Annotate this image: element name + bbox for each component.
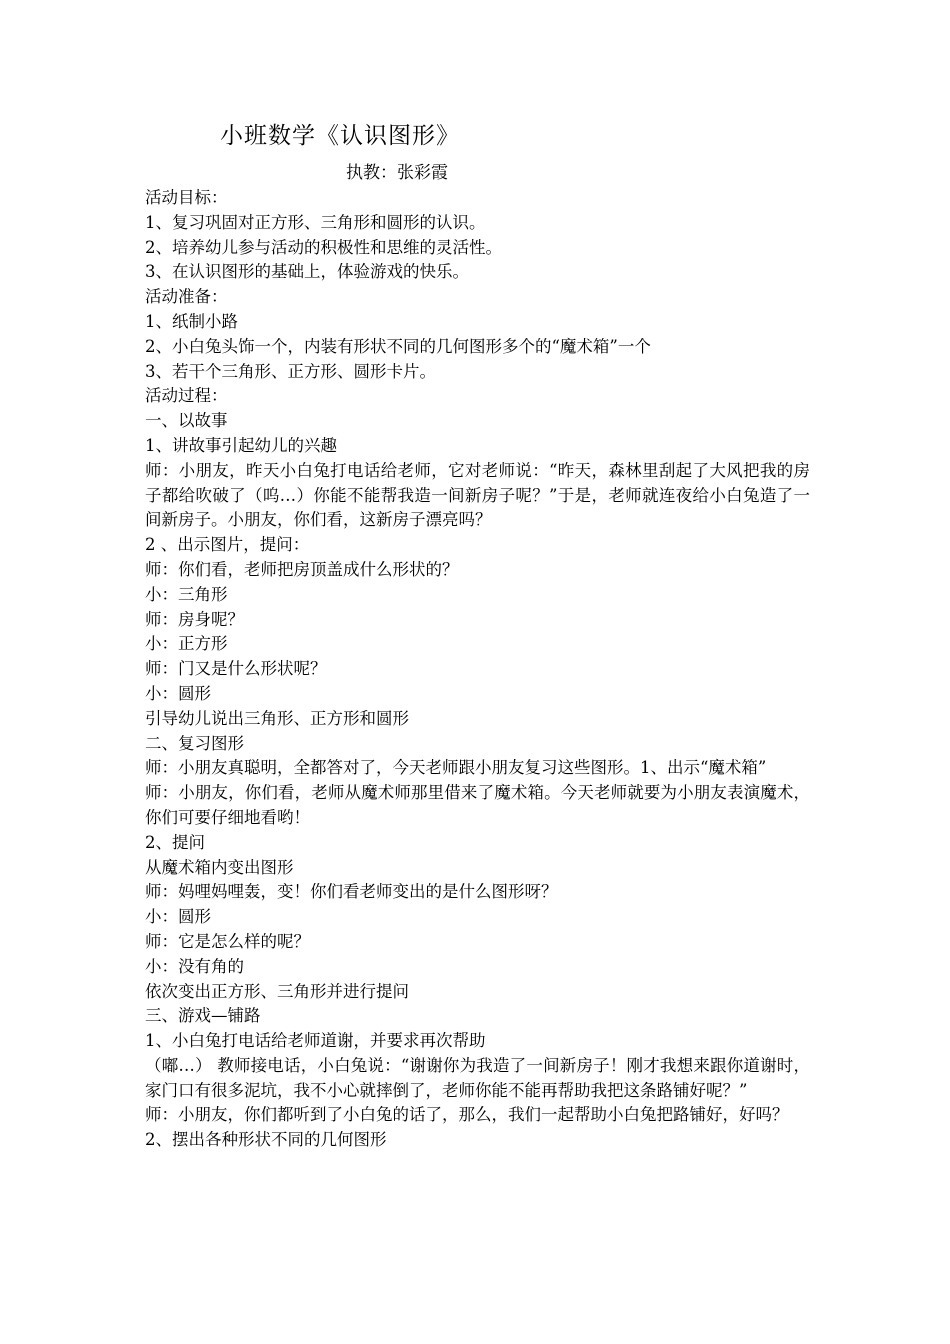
text-line: 师：房身呢？ <box>145 609 244 629</box>
author-line: 执教：张彩霞 <box>346 163 448 183</box>
section-heading: 活动目标： <box>145 188 228 207</box>
text-line: 一、以故事 <box>145 411 228 431</box>
text-line: 2、培养幼儿参与活动的积极性和思维的灵活性。 <box>145 237 502 257</box>
text-line: 2、摆出各种形状不同的几何图形 <box>145 1130 387 1150</box>
text-line: 1、复习巩固对正方形、三角形和圆形的认识。 <box>145 212 486 232</box>
text-line: 师：门又是什么形状呢？ <box>145 659 327 679</box>
text-line: 依次变出正方形、三角形并进行提问 <box>145 981 409 1001</box>
text-line: 师：你们看，老师把房顶盖成什么形状的？ <box>145 559 459 579</box>
paragraph: 师：小朋友真聪明，全都答对了，今天老师跟小朋友复习这些图形。1、出示“魔术箱” <box>145 758 767 778</box>
text-line: 2、小白兔头饰一个，内装有形状不同的几何图形多个的“魔术箱”一个 <box>145 336 651 356</box>
paragraph: （嘟…） 教师接电话，小白兔说：“谢谢你为我造了一间新房子！刚才我想来跟你道谢时，家门口有很多泥坑，我不小心就摔倒了，老师你能不能再帮助我把这条路铺好呢？” <box>145 1055 810 1100</box>
text-line: 小：圆形 <box>145 683 211 703</box>
text-line: 1、纸制小路 <box>145 311 238 331</box>
document-body <box>145 186 810 1153</box>
text-line: 师：妈哩妈哩轰，变！你们看老师变出的是什么图形呀？ <box>145 882 558 902</box>
text-line: 1、讲故事引起幼儿的兴趣 <box>145 435 337 455</box>
text-line: 小：正方形 <box>145 634 228 654</box>
section-heading: 活动准备： <box>145 287 228 307</box>
section-heading: 二、复习图形 <box>145 733 244 753</box>
text-line: 3、若干个三角形、正方形、圆形卡片。 <box>145 361 436 381</box>
text-line: 小：三角形 <box>145 584 228 604</box>
text-line: 2 、出示图片，提问： <box>145 535 310 555</box>
text-line: 师：它是怎么样的呢？ <box>145 931 310 951</box>
paragraph: 师：小朋友，你们都听到了小白兔的话了，那么，我们一起帮助小白兔把路铺好，好吗？ <box>145 1105 789 1125</box>
section-heading: 活动过程： <box>145 386 228 406</box>
section-heading: 三、游戏—铺路 <box>145 1006 261 1026</box>
text-line: 1、小白兔打电话给老师道谢，并要求再次帮助 <box>145 1031 486 1051</box>
paragraph: 师：小朋友，你们看，老师从魔术师那里借来了魔术箱。今天老师就要为小朋友表演魔术，你们可要仔细地看哟！ <box>145 783 810 827</box>
paragraph: 师：小朋友，昨天小白兔打电话给老师，它对老师说：“昨天，森林里刮起了大风把我的房子都给吹破了（呜…）你能不能帮我造一间新房子呢？”于是，老师就连夜给小白兔造了一间新房子。小朋友，你们看，这新房子漂亮吗？ <box>145 460 810 530</box>
text-line: 3、在认识图形的基础上，体验游戏的快乐。 <box>145 262 469 282</box>
document-title: 小班数学《认识图形》 <box>220 123 460 149</box>
text-line: 小：没有角的 <box>145 956 244 976</box>
text-line: 小：圆形 <box>145 907 211 927</box>
text-line: 2、提问 <box>145 832 205 852</box>
text-line: 引导幼儿说出三角形、正方形和圆形 <box>145 708 409 728</box>
text-line: 从魔术箱内变出图形 <box>145 857 294 877</box>
